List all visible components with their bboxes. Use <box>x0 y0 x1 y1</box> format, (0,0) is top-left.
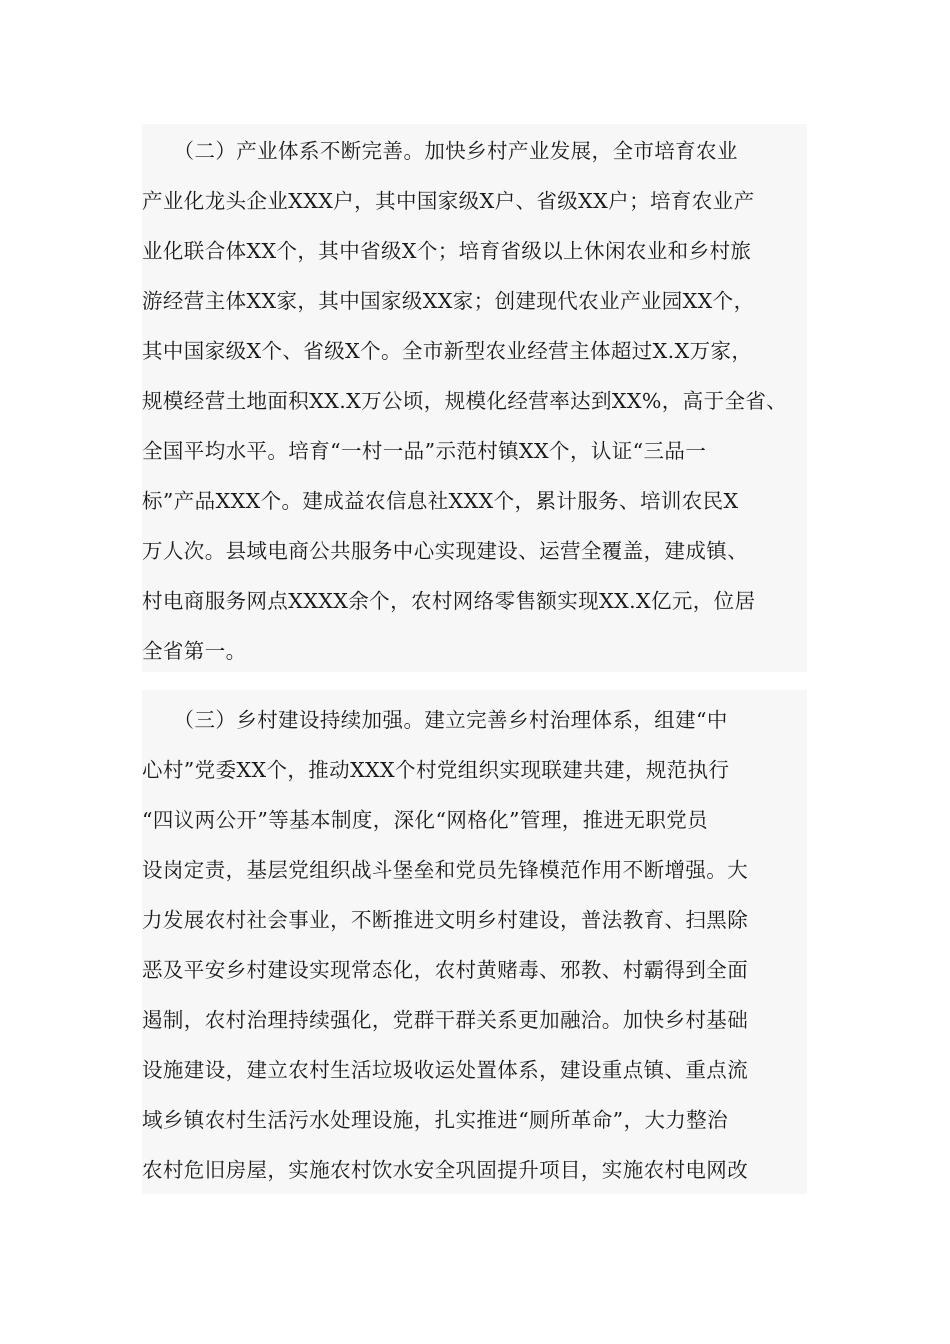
paragraph-1-line: 游经营主体XX家，其中国家级XX家；创建现代农业产业园XX个， <box>142 289 755 313</box>
paragraph-2-line: 恶及平安乡村建设实现常态化，农村黄赌毒、邪教、村霸得到全面 <box>142 958 749 982</box>
paragraph-1-line: 业化联合体XX个，其中省级X个；培育省级以上休闲农业和乡村旅 <box>142 239 752 263</box>
paragraph-1-line: 规模经营土地面积XX.X万公顷，规模化经营率达到XX%，高于全省、 <box>142 389 788 413</box>
paragraph-2-line: 设施建设，建立农村生活垃圾收运处置体系，建设重点镇、重点流 <box>142 1058 749 1082</box>
paragraph-1-line: 全国平均水平。培育“一村一品”示范村镇XX个，认证“三品一 <box>142 439 707 463</box>
paragraph-2-line: 遏制，农村治理持续强化，党群干群关系更加融洽。加快乡村基础 <box>142 1008 749 1032</box>
paragraph-2-line: 域乡镇农村生活污水处理设施，扎实推进“厕所革命”，大力整治 <box>142 1108 729 1132</box>
paragraph-1-line: 产业化龙头企业XXX户，其中国家级X户、省级XX户；培育农业产 <box>142 189 755 213</box>
paragraph-1-line: 万人次。县域电商公共服务中心实现建设、运营全覆盖，建成镇、 <box>142 539 749 563</box>
paragraph-2-line: 力发展农村社会事业，不断推进文明乡村建设，普法教育、扫黑除 <box>142 908 749 932</box>
paragraph-1-line: （二）产业体系不断完善。加快乡村产业发展，全市培育农业 <box>142 139 738 163</box>
paragraph-1-line: 村电商服务网点XXXX余个，农村网络零售额实现XX.X亿元，位居 <box>142 589 756 613</box>
paragraph-2-line: 心村”党委XX个，推动XXX个村党组织实现联建共建，规范执行 <box>142 758 730 782</box>
paragraph-1-line: 其中国家级X个、省级X个。全市新型农业经营主体超过X.X万家， <box>142 339 753 363</box>
paragraph-2-line: （三）乡村建设持续加强。建立完善乡村治理体系，组建“中 <box>142 708 728 732</box>
paragraph-2-line: 设岗定责，基层党组织战斗堡垒和党员先锋模范作用不断增强。大 <box>142 858 749 882</box>
paragraph-2-line: “四议两公开”等基本制度，深化“网格化”管理，推进无职党员 <box>142 808 709 832</box>
paragraph-1-line: 全省第一。 <box>142 639 247 663</box>
paragraph-1-line: 标”产品XXX个。建成益农信息社XXX个，累计服务、培训农民X <box>142 489 739 513</box>
paragraph-2-line: 农村危旧房屋，实施农村饮水安全巩固提升项目，实施农村电网改 <box>142 1158 749 1182</box>
